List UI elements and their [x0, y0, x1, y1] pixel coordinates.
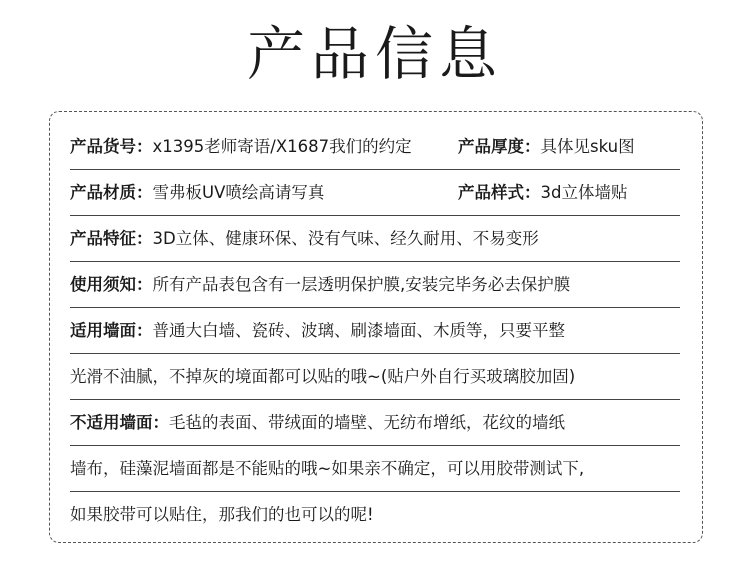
row-material: [70, 170, 680, 216]
row-suitable-walls-cont: [70, 354, 680, 400]
row-text: 如果胶带可以贴住，那我们的也可以的呢!: [70, 505, 374, 524]
row-text: 墙布，硅藻泥墙面都是不能贴的哦~如果亲不确定，可以用胶带测试下,: [70, 459, 585, 478]
right-cell: [458, 124, 635, 170]
row-value: 具体见sku图: [540, 137, 635, 156]
row-item-number: [70, 124, 680, 170]
row-suitable-walls: [70, 308, 680, 354]
row-features: [70, 216, 680, 262]
row-value: 3D立体、健康环保、没有气味、经久耐用、不易变形: [152, 229, 539, 248]
row-label: 适用墙面：: [70, 321, 153, 340]
row-unsuitable-walls: [70, 400, 680, 446]
row-unsuitable-walls-cont: [70, 446, 680, 492]
row-value: x1395老师寄语/X1687我们的约定: [152, 137, 412, 156]
right-cell: [458, 170, 627, 216]
row-label: 不适用墙面：: [70, 413, 169, 432]
row-tape-test-note: [70, 492, 680, 538]
row-label: 产品特征：: [70, 229, 153, 248]
row-label: 产品样式：: [458, 183, 541, 202]
page-title: 产品信息: [246, 20, 503, 88]
row-label: 产品厚度：: [458, 137, 541, 156]
product-info-panel: [49, 111, 703, 543]
row-value: 毛毡的表面、带绒面的墙壁、无纺布增纸，花纹的墙纸: [169, 413, 565, 432]
row-label: 产品货号：: [70, 137, 153, 156]
row-label: 产品材质：: [70, 183, 153, 202]
row-label: 使用须知：: [70, 275, 153, 294]
row-value: 雪弗板UV喷绘高请写真: [152, 183, 325, 202]
row-value: 普通大白墙、瓷砖、波璃、刷漆墙面、木质等，只要平整: [152, 321, 565, 340]
row-value: 3d立体墙贴: [540, 183, 628, 202]
row-value: 所有产品表包含有一层透明保护膜,安装完毕务必去保护膜: [152, 275, 571, 294]
row-usage-notes: [70, 262, 680, 308]
row-text: 光滑不油腻，不掉灰的境面都可以贴的哦~(贴户外自行买玻璃胶加固): [70, 367, 576, 386]
